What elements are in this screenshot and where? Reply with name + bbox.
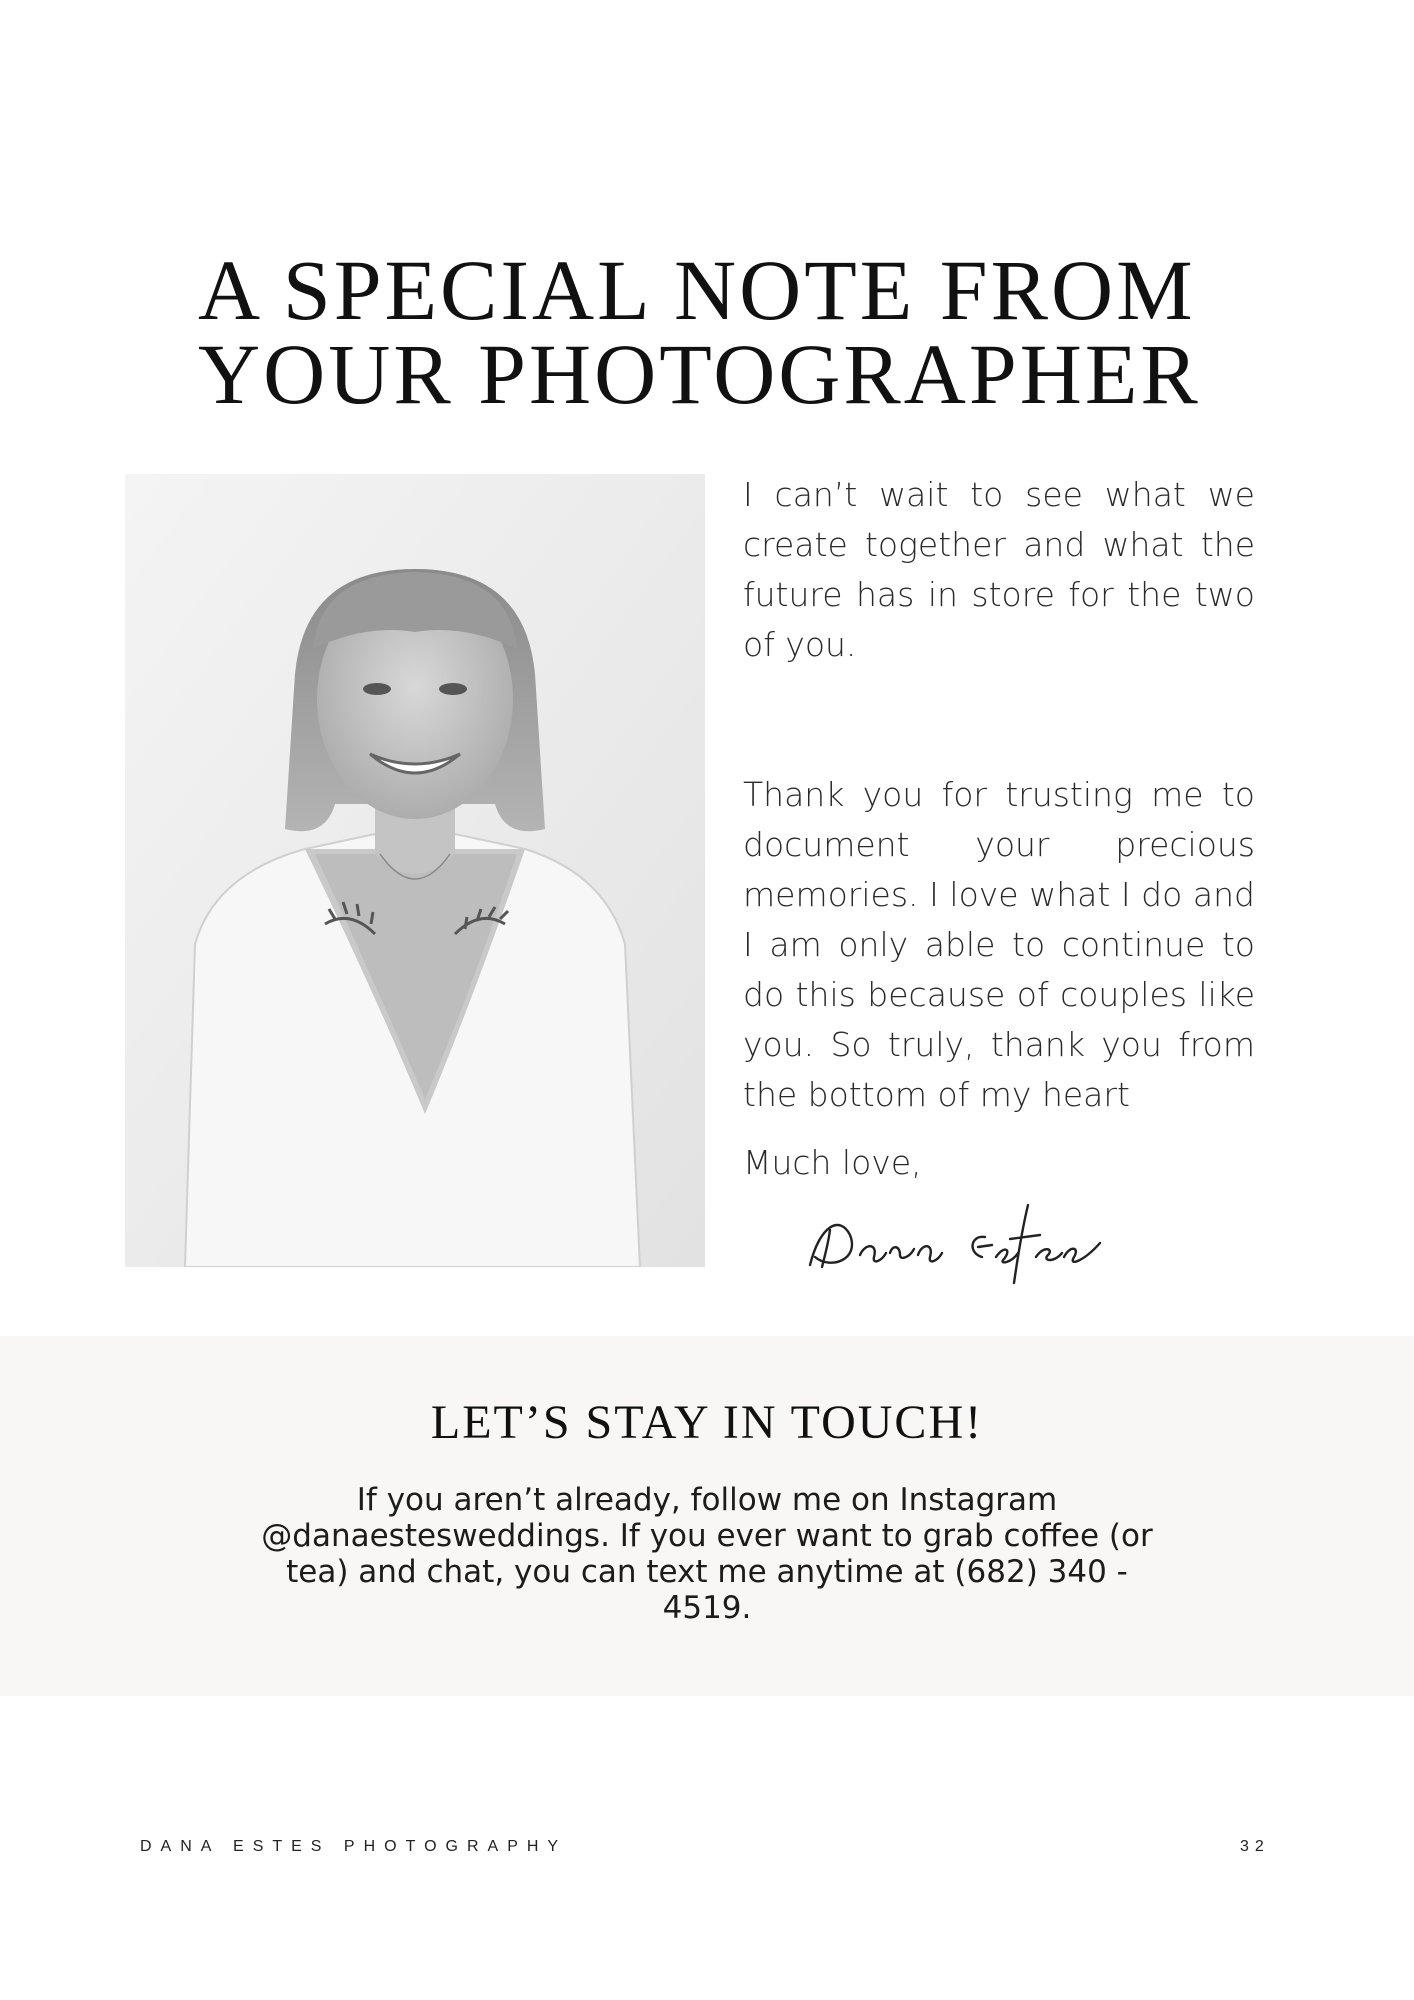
note-paragraph-1: I can’t wait to see what we create together and what the future has in store for the two of you. [743,475,1255,664]
note-paragraph-2: Thank you for trusting me to document your precious memories. I love what I do and I am only able to continue to do this because of couples like you. So truly, thank you from the bottom of my heart [743,775,1255,1114]
photographer-portrait [125,474,705,1267]
portrait-illustration [125,474,705,1267]
page-number: 32 [1240,1838,1270,1855]
page-title-line-2: YOUR PHOTOGRAPHER [198,326,1201,422]
contact-section-title: LET’S STAY IN TOUCH! [430,1396,984,1449]
note-body [743,470,1255,1188]
footer-brand: DANA ESTES PHOTOGRAPHY [140,1838,568,1855]
note-closing: Much love, [743,1143,922,1182]
signature-dana-estes [800,1195,1120,1285]
page-title-line-1: A SPECIAL NOTE FROM [198,242,1196,338]
contact-section-text: If you aren’t already, follow me on Instagram @danaestesweddings. If you ever want to grab coffee (or tea) and chat, you can text me anytime at (682) 340 - 4519. [261,1482,1153,1626]
page-title [198,242,1298,422]
